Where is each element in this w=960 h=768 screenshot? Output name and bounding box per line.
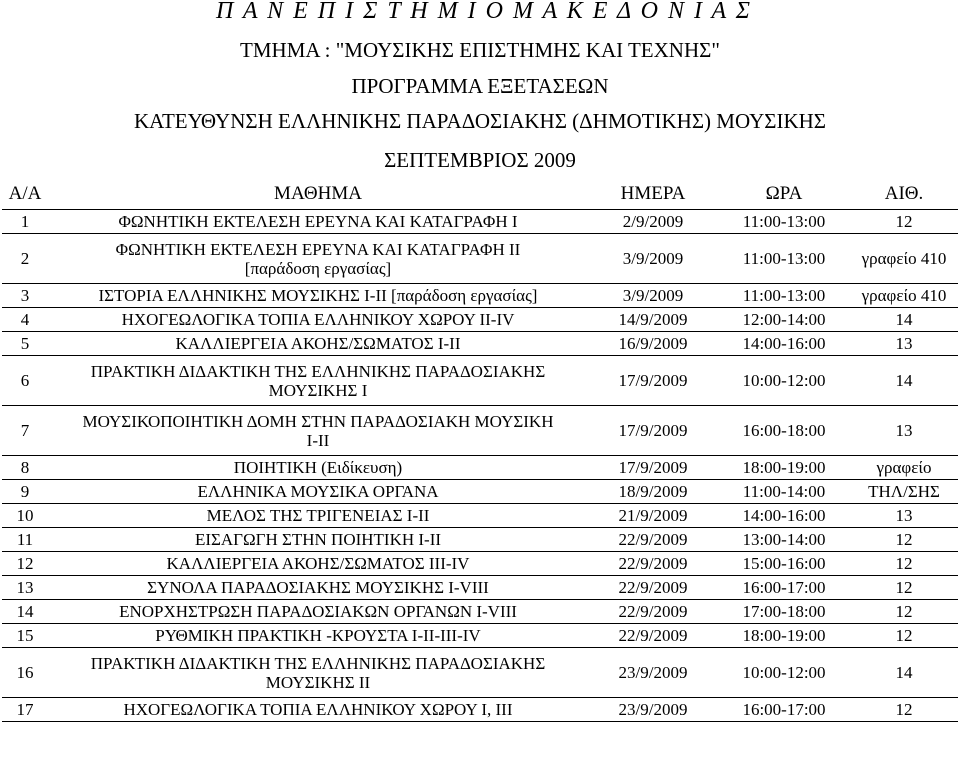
course-title-line: ΜΟΥΣΙΚΟΠΟΙΗΤΙΚΗ ΔΟΜΗ ΣΤΗΝ ΠΑΡΑΔΟΣΙΑΚΗ ΜΟΥΣΙΚΗ — [82, 411, 554, 431]
row-number: 10 — [2, 504, 48, 528]
exam-date: 21/9/2009 — [588, 504, 718, 528]
course-title — [48, 210, 588, 234]
exam-room: γραφείο 410 — [850, 234, 958, 284]
course-title-line: ΗΧΟΓΕΩΛΟΓΙΚΑ ΤΟΠΙΑ ΕΛΛΗΝΙΚΟΥ ΧΩΡΟΥ Ι, ΙΙΙ — [123, 700, 513, 719]
direction-title: ΚΑΤΕΥΘΥΝΣΗ ΕΛΛΗΝΙΚΗΣ ΠΑΡΑΔΟΣΙΑΚΗΣ (ΔΗΜΟΤΙΚΗΣ) ΜΟΥΣΙΚΗΣ — [133, 109, 827, 133]
course-title-line: ΚΑΛΛΙΕΡΓΕΙΑ ΑΚΟΗΣ/ΣΩΜΑΤΟΣ ΙΙΙ-ΙV — [166, 554, 470, 573]
table-row — [2, 284, 958, 308]
exam-date: 16/9/2009 — [588, 332, 718, 356]
course-title-line: [παράδοση εργασίας] — [244, 258, 392, 278]
exam-time: 16:00-17:00 — [718, 698, 850, 722]
row-number: 13 — [2, 576, 48, 600]
course-title — [48, 480, 588, 504]
row-number: 3 — [2, 284, 48, 308]
row-number: 2 — [2, 234, 48, 284]
column-header-room: ΑΙΘ. — [850, 178, 958, 210]
exam-room: 12 — [850, 624, 958, 648]
exam-date: 17/9/2009 — [588, 456, 718, 480]
program-title: ΠΡΟΓΡΑΜΜΑ ΕΞΕΤΑΣΕΩΝ — [351, 74, 609, 98]
exam-date: 18/9/2009 — [588, 480, 718, 504]
exam-room: 12 — [850, 552, 958, 576]
table-row — [2, 456, 958, 480]
course-title-line: ΕΙΣΑΓΩΓΗ ΣΤΗΝ ΠΟΙΗΤΙΚΗ Ι-ΙΙ — [194, 530, 442, 549]
exam-time: 16:00-17:00 — [718, 576, 850, 600]
table-row — [2, 480, 958, 504]
course-title — [48, 234, 588, 284]
course-title-line: ΠΡΑΚΤΙΚΗ ΔΙΔΑΚΤΙΚΗ ΤΗΣ ΕΛΛΗΝΙΚΗΣ ΠΑΡΑΔΟΣΙΑΚΗΣ — [90, 361, 546, 381]
table-row — [2, 504, 958, 528]
course-title — [48, 356, 588, 406]
exam-date: 23/9/2009 — [588, 698, 718, 722]
exam-room: γραφείο 410 — [850, 284, 958, 308]
course-title-line: Ι-ΙΙ — [306, 430, 330, 450]
row-number: 12 — [2, 552, 48, 576]
course-title-line: ΗΧΟΓΕΩΛΟΓΙΚΑ ΤΟΠΙΑ ΕΛΛΗΝΙΚΟΥ ΧΩΡΟΥ ΙΙ-ΙV — [121, 310, 515, 329]
exam-room: 12 — [850, 210, 958, 234]
course-title-line: ΕΝΟΡΧΗΣΤΡΩΣΗ ΠΑΡΑΔΟΣΙΑΚΩΝ ΟΡΓΑΝΩΝ Ι-VΙΙΙ — [119, 602, 517, 621]
course-title — [48, 332, 588, 356]
course-title — [48, 406, 588, 456]
course-title-line: ΜΟΥΣΙΚΗΣ Ι — [268, 380, 368, 400]
table-row — [2, 624, 958, 648]
exam-room: 13 — [850, 332, 958, 356]
exam-room: 12 — [850, 600, 958, 624]
exam-date: 14/9/2009 — [588, 308, 718, 332]
exam-date: 22/9/2009 — [588, 552, 718, 576]
course-title — [48, 698, 588, 722]
exam-date: 23/9/2009 — [588, 648, 718, 698]
exam-room: 14 — [850, 356, 958, 406]
exam-date: 2/9/2009 — [588, 210, 718, 234]
course-title-line: ΜΕΛΟΣ ΤΗΣ ΤΡΙΓΕΝΕΙΑΣ Ι-ΙΙ — [206, 506, 430, 525]
row-number: 8 — [2, 456, 48, 480]
course-title-line: ΡΥΘΜΙΚΗ ΠΡΑΚΤΙΚΗ -ΚΡΟΥΣΤΑ Ι-ΙΙ-ΙΙΙ-ΙV — [155, 626, 481, 645]
row-number: 9 — [2, 480, 48, 504]
table-row — [2, 234, 958, 284]
exam-schedule-table — [2, 178, 958, 722]
exam-time: 11:00-13:00 — [718, 284, 850, 308]
exam-room: 13 — [850, 406, 958, 456]
department-title: ΤΜΗΜΑ : "ΜΟΥΣΙΚΗΣ ΕΠΙΣΤΗΜΗΣ ΚΑΙ ΤΕΧΝΗΣ" — [240, 38, 720, 62]
exam-room: ΤΗΛ/ΣΗΣ — [850, 480, 958, 504]
exam-time: 14:00-16:00 — [718, 332, 850, 356]
exam-time: 17:00-18:00 — [718, 600, 850, 624]
course-title — [48, 624, 588, 648]
row-number: 17 — [2, 698, 48, 722]
exam-time: 11:00-13:00 — [718, 234, 850, 284]
exam-time: 12:00-14:00 — [718, 308, 850, 332]
course-title — [48, 552, 588, 576]
exam-date: 22/9/2009 — [588, 624, 718, 648]
row-number: 14 — [2, 600, 48, 624]
table-row — [2, 332, 958, 356]
exam-date: 17/9/2009 — [588, 406, 718, 456]
course-title-line: ΙΣΤΟΡΙΑ ΕΛΛΗΝΙΚΗΣ ΜΟΥΣΙΚΗΣ Ι-ΙΙ [παράδοση εργασίας] — [98, 286, 538, 305]
exam-date: 3/9/2009 — [588, 234, 718, 284]
exam-date: 22/9/2009 — [588, 600, 718, 624]
course-title — [48, 528, 588, 552]
column-header-course: ΜΑΘΗΜΑ — [48, 178, 588, 210]
table-row — [2, 528, 958, 552]
exam-date: 22/9/2009 — [588, 576, 718, 600]
exam-time: 10:00-12:00 — [718, 648, 850, 698]
course-title-line: ΦΩΝΗΤΙΚΗ ΕΚΤΕΛΕΣΗ ΕΡΕΥΝΑ ΚΑΙ ΚΑΤΑΓΡΑΦΗ ΙΙ — [115, 239, 521, 259]
course-title — [48, 456, 588, 480]
course-title — [48, 576, 588, 600]
table-row — [2, 552, 958, 576]
course-title-line: ΕΛΛΗΝΙΚΑ ΜΟΥΣΙΚΑ ΟΡΓΑΝΑ — [197, 482, 439, 501]
course-title — [48, 284, 588, 308]
exam-room: 12 — [850, 528, 958, 552]
exam-room: 12 — [850, 698, 958, 722]
exam-time: 16:00-18:00 — [718, 406, 850, 456]
table-row — [2, 648, 958, 698]
course-title-line: ΣΥΝΟΛΑ ΠΑΡΑΔΟΣΙΑΚΗΣ ΜΟΥΣΙΚΗΣ Ι-VΙΙΙ — [147, 578, 489, 597]
exam-room: 14 — [850, 648, 958, 698]
course-title — [48, 648, 588, 698]
column-header-number: Α/Α — [2, 178, 48, 210]
table-row — [2, 698, 958, 722]
row-number: 5 — [2, 332, 48, 356]
table-row — [2, 406, 958, 456]
exam-time: 10:00-12:00 — [718, 356, 850, 406]
exam-time: 13:00-14:00 — [718, 528, 850, 552]
table-header-row — [2, 178, 958, 210]
exam-time: 11:00-14:00 — [718, 480, 850, 504]
column-header-time: ΩΡΑ — [718, 178, 850, 210]
row-number: 15 — [2, 624, 48, 648]
exam-room: 13 — [850, 504, 958, 528]
exam-date: 22/9/2009 — [588, 528, 718, 552]
exam-date: 17/9/2009 — [588, 356, 718, 406]
university-title: Π Α Ν Ε Π Ι Σ Τ Η Μ Ι Ο Μ Α Κ Ε Δ Ο Ν Ι Α Σ — [216, 0, 752, 24]
row-number: 1 — [2, 210, 48, 234]
table-row — [2, 576, 958, 600]
course-title — [48, 600, 588, 624]
row-number: 11 — [2, 528, 48, 552]
row-number: 7 — [2, 406, 48, 456]
exam-room: 12 — [850, 576, 958, 600]
exam-time: 11:00-13:00 — [718, 210, 850, 234]
exam-room: 14 — [850, 308, 958, 332]
exam-room: γραφείο — [850, 456, 958, 480]
table-row — [2, 356, 958, 406]
table-row — [2, 308, 958, 332]
month-title: ΣΕΠΤΕΜΒΡΙΟΣ 2009 — [384, 148, 576, 172]
exam-time: 14:00-16:00 — [718, 504, 850, 528]
table-row — [2, 210, 958, 234]
exam-time: 18:00-19:00 — [718, 624, 850, 648]
course-title — [48, 308, 588, 332]
row-number: 4 — [2, 308, 48, 332]
exam-time: 15:00-16:00 — [718, 552, 850, 576]
course-title-line: ΜΟΥΣΙΚΗΣ ΙΙ — [265, 672, 371, 692]
course-title-line: ΚΑΛΛΙΕΡΓΕΙΑ ΑΚΟΗΣ/ΣΩΜΑΤΟΣ Ι-ΙΙ — [175, 334, 461, 353]
row-number: 16 — [2, 648, 48, 698]
exam-date: 3/9/2009 — [588, 284, 718, 308]
table-row — [2, 600, 958, 624]
course-title-line: ΠΟΙΗΤΙΚΗ (Ειδίκευση) — [233, 458, 403, 477]
course-title-line: ΦΩΝΗΤΙΚΗ ΕΚΤΕΛΕΣΗ ΕΡΕΥΝΑ ΚΑΙ ΚΑΤΑΓΡΑΦΗ Ι — [118, 212, 518, 231]
exam-time: 18:00-19:00 — [718, 456, 850, 480]
column-header-date: ΗΜΕΡΑ — [588, 178, 718, 210]
row-number: 6 — [2, 356, 48, 406]
course-title-line: ΠΡΑΚΤΙΚΗ ΔΙΔΑΚΤΙΚΗ ΤΗΣ ΕΛΛΗΝΙΚΗΣ ΠΑΡΑΔΟΣΙΑΚΗΣ — [90, 653, 546, 673]
course-title — [48, 504, 588, 528]
